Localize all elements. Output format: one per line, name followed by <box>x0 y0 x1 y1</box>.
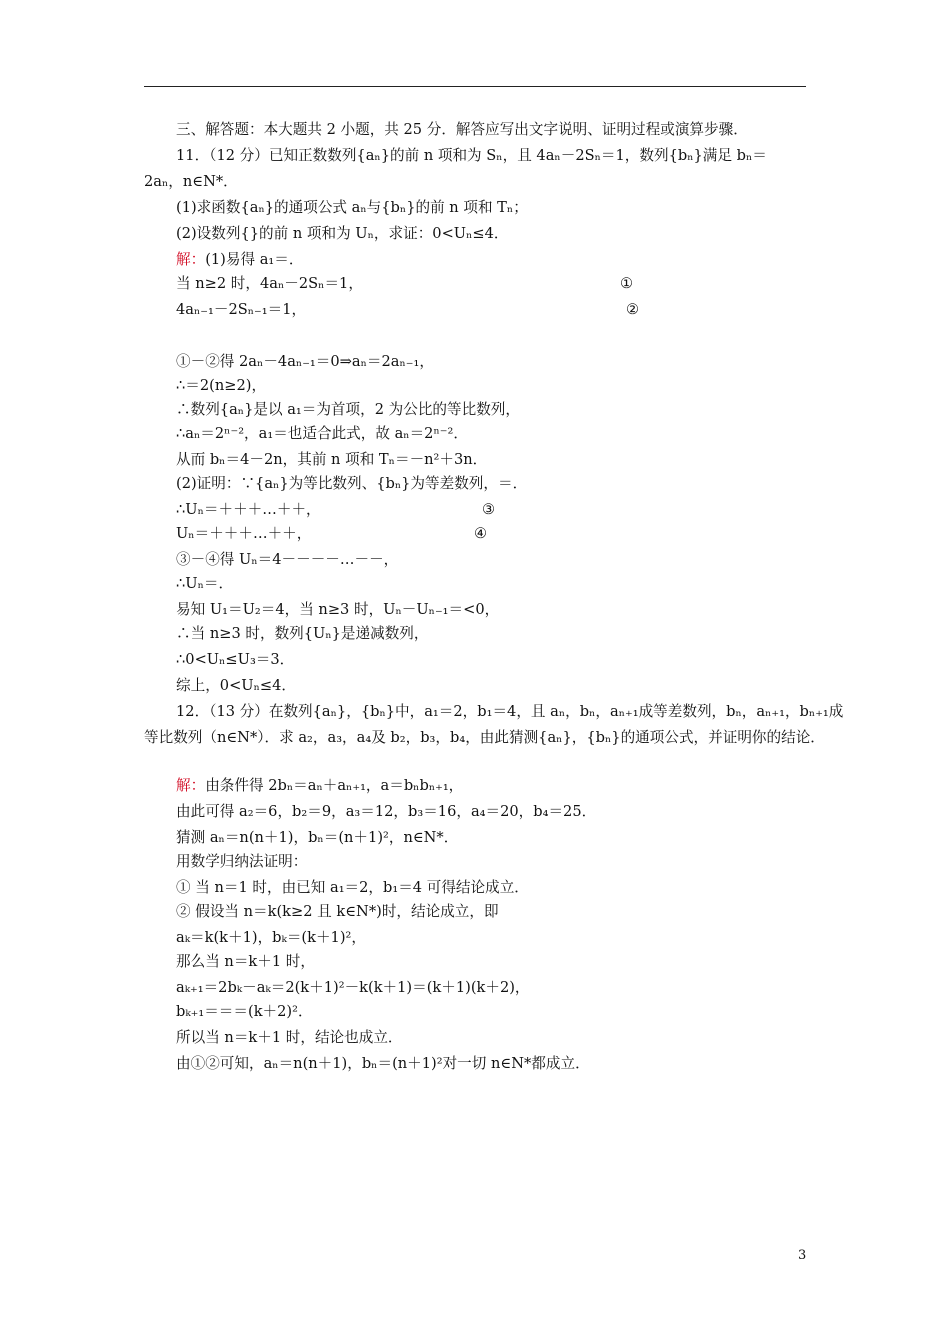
solution-11-line: Uₙ＝＋＋＋…＋＋， <box>176 525 312 542</box>
equation-marker: ④ <box>474 525 488 542</box>
solution-11-line: 解：(1)易得 a₁＝． <box>176 251 304 268</box>
solution-12-line: aₖ₊₁＝2bₖ－aₖ＝2(k＋1)²－k(k＋1)＝(k＋1)(k＋2)， <box>176 979 530 996</box>
solution-label: 解： <box>176 777 206 794</box>
solution-11-line: 综上，0<Uₙ≤4． <box>176 677 297 694</box>
problem-11-statement-line-1: 11．（12 分）已知正数数列{aₙ}的前 n 项和为 Sₙ，且 4aₙ－2Sₙ＝1，数列{bₙ}满足 bₙ＝ <box>176 147 767 164</box>
solution-11-eq-2: 4aₙ₋₁－2Sₙ₋₁＝1， <box>176 301 307 318</box>
solution-12-line: ② 假设当 n＝k(k≥2 且 k∈N*)时，结论成立，即 <box>176 903 499 920</box>
solution-11-line: ∴数列{aₙ}是以 a₁＝为首项，2 为公比的等比数列， <box>176 401 520 418</box>
solution-11-line: ∴＝2(n≥2)， <box>176 377 267 394</box>
solution-11-line: 易知 U₁＝U₂＝4，当 n≥3 时，Uₙ－Uₙ₋₁＝<0， <box>176 601 500 618</box>
section-heading: 三、解答题：本大题共 2 小题，共 25 分．解答应写出文字说明、证明过程或演算步骤． <box>176 121 748 138</box>
solution-11-eq-1: 当 n≥2 时，4aₙ－2Sₙ＝1， <box>176 275 363 292</box>
solution-12-line: 所以当 n＝k＋1 时，结论也成立． <box>176 1029 403 1046</box>
solution-11-line: 从而 bₙ＝4－2n，其前 n 项和 Tₙ＝－n²＋3n． <box>176 451 488 468</box>
problem-11-statement-line-2: 2aₙ，n∈N*． <box>144 173 238 190</box>
solution-label: 解： <box>176 251 206 268</box>
solution-11-line: ∴0<Uₙ≤U₃＝3． <box>176 651 295 668</box>
solution-12-line: ① 当 n＝1 时，由已知 a₁＝2，b₁＝4 可得结论成立． <box>176 879 529 896</box>
solution-11-line: ①－②得 2aₙ－4aₙ₋₁＝0⇒aₙ＝2aₙ₋₁， <box>176 353 434 370</box>
solution-11-line: (2)证明：∵{aₙ}为等比数列、{bₙ}为等差数列，＝． <box>176 475 528 492</box>
problem-11-part-2: (2)设数列{}的前 n 项和为 Uₙ，求证：0<Uₙ≤4． <box>176 225 509 242</box>
problem-11-part-1: (1)求函数{aₙ}的通项公式 aₙ与{bₙ}的前 n 项和 Tₙ； <box>176 199 528 216</box>
problem-12-statement-line-1: 12．（13 分）在数列{aₙ}，{bₙ}中，a₁＝2，b₁＝4，且 aₙ，bₙ，aₙ₊₁成等差数列，bₙ，aₙ₊₁，bₙ₊₁成 <box>176 703 844 720</box>
page-number: 3 <box>798 1248 807 1263</box>
solution-11-line: ③－④得 Uₙ＝4－－－－…－－， <box>176 551 399 568</box>
solution-12-line: 由①②可知，aₙ＝n(n＋1)，bₙ＝(n＋1)²对一切 n∈N*都成立． <box>176 1055 590 1072</box>
solution-12-line: 解：由条件得 2bₙ＝aₙ＋aₙ₊₁，a＝bₙbₙ₊₁， <box>176 777 464 794</box>
solution-12-line: bₖ₊₁＝＝＝(k＋2)²． <box>176 1003 313 1020</box>
solution-11-line: ∴Uₙ＝． <box>176 575 234 592</box>
solution-12-line: 由此可得 a₂＝6，b₂＝9，a₃＝12，b₃＝16，a₄＝20，b₄＝25． <box>176 803 597 820</box>
equation-marker: ① <box>620 275 634 292</box>
problem-12-statement-line-2: 等比数列（n∈N*）．求 a₂，a₃，a₄及 b₂，b₃，b₄，由此猜测{aₙ}，{bₙ}的通项公式，并证明你的结论． <box>144 729 825 746</box>
solution-12-line: 用数学归纳法证明： <box>176 853 308 870</box>
equation-marker: ③ <box>482 501 496 518</box>
header-rule <box>144 86 806 87</box>
equation-marker: ② <box>626 301 640 318</box>
solution-12-line: aₖ＝k(k＋1)，bₖ＝(k＋1)²， <box>176 929 366 946</box>
solution-11-line: ∴当 n≥3 时，数列{Uₙ}是递减数列， <box>176 625 429 642</box>
solution-12-line: 猜测 aₙ＝n(n＋1)，bₙ＝(n＋1)²，n∈N*． <box>176 829 459 846</box>
solution-11-line: ∴aₙ＝2ⁿ⁻²，a₁＝也适合此式，故 aₙ＝2ⁿ⁻²． <box>176 425 468 442</box>
solution-11-line: ∴Uₙ＝＋＋＋…＋＋， <box>176 501 321 518</box>
solution-12-line: 那么当 n＝k＋1 时， <box>176 953 315 970</box>
